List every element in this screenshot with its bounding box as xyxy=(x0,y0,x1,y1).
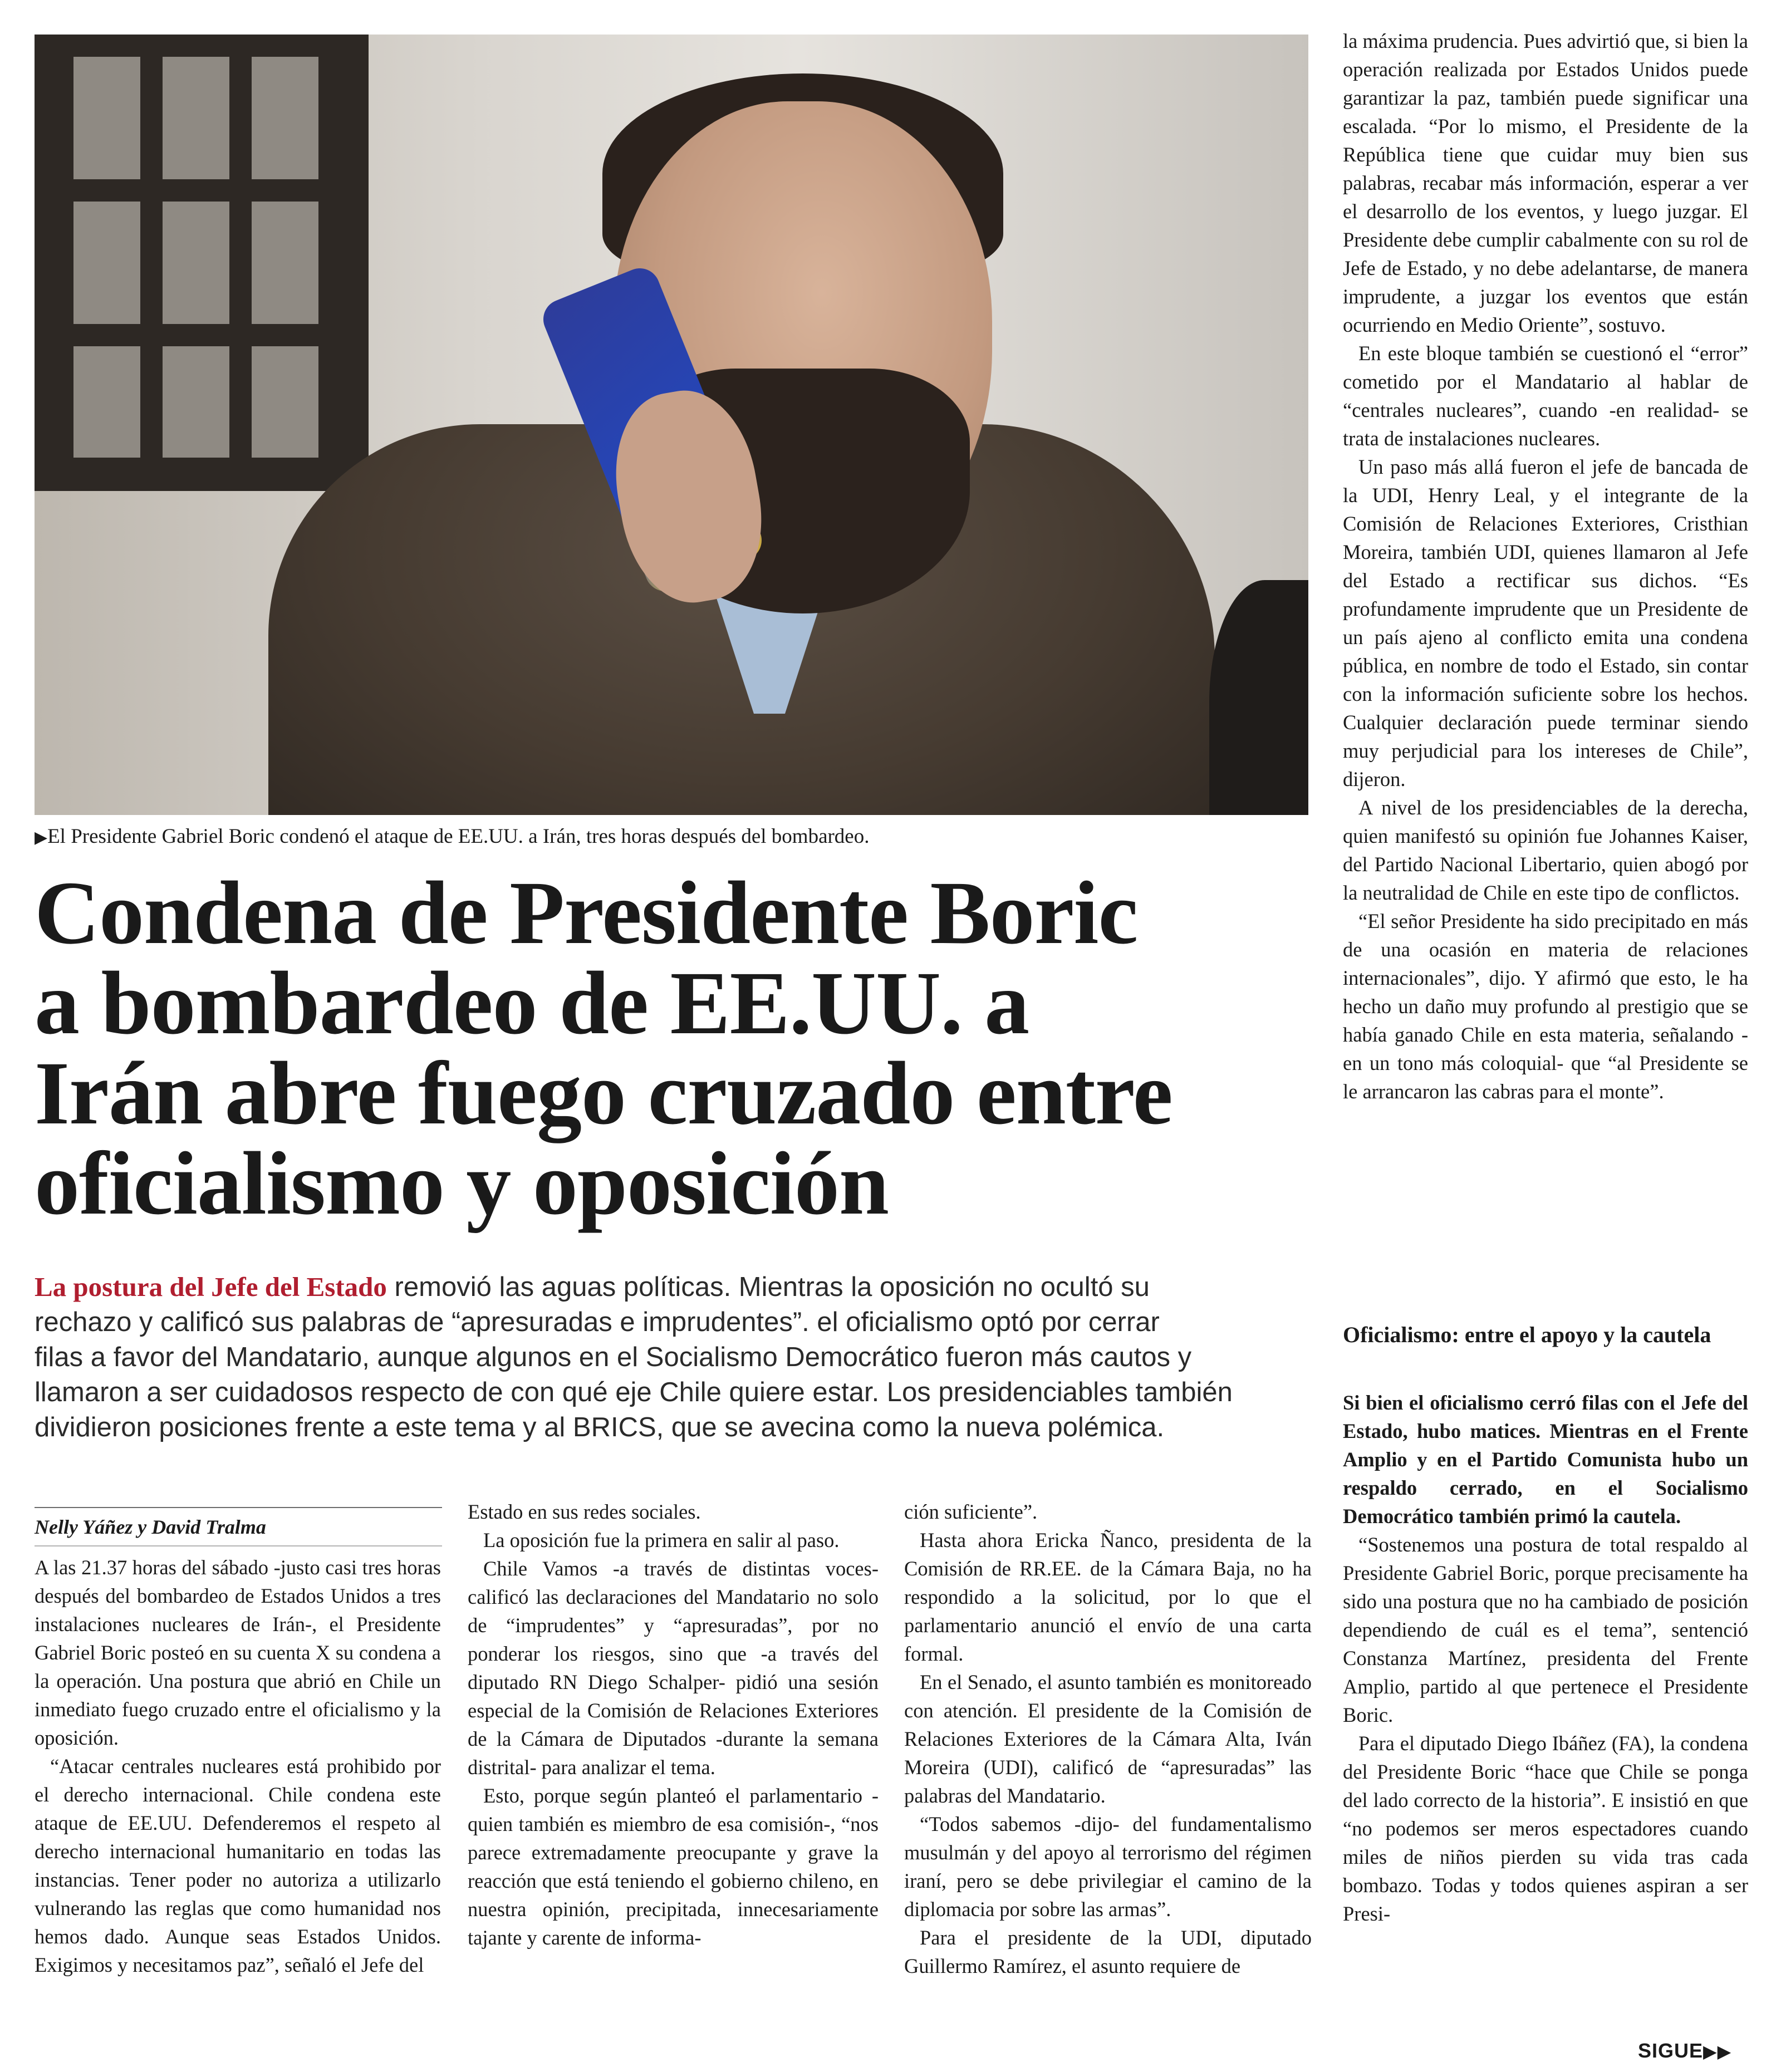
body-paragraph: Hasta ahora Ericka Ñanco, presidenta de la Comisión de RR.EE. de la Cámara Baja, no ha respondido a la solicitud, por lo que el parlamentario anunció el envío de una carta formal. xyxy=(904,1529,1312,1665)
body-paragraph: ción suficiente”. xyxy=(904,1500,1038,1523)
body-paragraph: “El señor Presidente ha sido precipitado en más de una ocasión en materia de relaciones internacionales”, dijo. Y afirmó que esto, le ha hecho un daño muy profundo al prestigio que se había ganado Chile en esta materia, señalando -en un tono más coloquial- que “al Presidente se le arrancaron las cabras para el monte”. xyxy=(1343,910,1748,1103)
body-paragraph: “Sostenemos una postura de total respaldo al Presidente Gabriel Boric, porque precisamente ha sido una postura que no ha cambiado de posición dependiendo de cuál es el tema”, sentenció Constanza Martínez, presidenta del Frente Amplio, partido al que pertenece el Presidente Boric. xyxy=(1343,1533,1748,1726)
dek-line: llamaron a ser cuidadosos respecto de con qué eje Chile quiere estar. Los presidenciables también xyxy=(35,1377,1233,1407)
headline xyxy=(35,863,1309,1234)
body-column-1 xyxy=(35,1553,441,1979)
caption-marker: ▶ xyxy=(35,828,48,847)
body-paragraph: A nivel de los presidenciables de la derecha, quien manifestó su opinión fue Johannes Kaiser, del Partido Nacional Libertario, quien abogó por la neutralidad de Chile en este tipo de conflictos. xyxy=(1343,796,1748,904)
article-dek xyxy=(35,1269,1309,1445)
body-paragraph: Chile Vamos -a través de distintas voces- calificó las declaraciones del Mandatario no solo de “imprudentes” y “apresuradas”, por no ponderar los riesgos, sino que -a través del diputado RN Diego Schalper- pidió una sesión especial de la Comisión de Relaciones Exteriores de la Cámara de Diputados -durante la semana distrital- para analizar el tema. xyxy=(468,1557,879,1779)
body-column-2 xyxy=(468,1497,879,1952)
body-paragraph: Para el diputado Diego Ibáñez (FA), la condena del Presidente Boric “hace que Chile se ponga del lado correcto de la historia”. E insistió en que “no podemos ser meros espectadores cuando miles de niños pierden su vida tras cada bombazo. Todas y todos quienes aspiran a ser Presi- xyxy=(1343,1732,1748,1925)
background-window xyxy=(35,35,369,491)
photo-caption xyxy=(35,823,1309,852)
body-column-5 xyxy=(1343,1388,1748,1928)
body-paragraph: Esto, porque según planteó el parlamentario -quien también es miembro de esa comisión-, “nos parece extremadamente preocupante y grave la reacción que está teniendo el gobierno chileno, en nuestra opinión, precipitada, innecesariamente tajante y carente de informa- xyxy=(468,1784,879,1949)
body-paragraph: La oposición fue la primera en salir al paso. xyxy=(483,1529,840,1551)
double-arrow-icon: ▶▶ xyxy=(1703,2041,1732,2062)
headline-line: Irán abre fuego cruzado entre xyxy=(35,1044,1172,1143)
section-lead: Si bien el oficialismo cerró filas con el Jefe del Estado, hubo matices. Mientras en el Frente Amplio y en el Partido Comunista hubo un respaldo cerrado, en el Socialismo Democrático también primó la cautela. xyxy=(1343,1391,1748,1528)
section-subhead: Oficialismo: entre el apoyo y la cautela xyxy=(1343,1322,1711,1347)
dek-line: filas a favor del Mandatario, aunque algunos en el Socialismo Democrático fueron más cautos y xyxy=(35,1342,1192,1372)
body-paragraph: “Atacar centrales nucleares está prohibido por el derecho internacional. Chile condena este ataque de EE.UU. Defenderemos el respeto al derecho internacional humanitario en todas las instancias. Tener poder no autoriza a utilizarlo vulnerando las reglas que como humanidad nos hemos dado. Aunque seas Estados Unidos. Exigimos y necesitamos paz”, señaló el Jefe del xyxy=(35,1755,441,1976)
dek-line: rechazo y calificó sus palabras de “apresuradas e imprudentes”. el oficialismo optó por cerrar xyxy=(35,1307,1160,1337)
body-column-3 xyxy=(904,1497,1312,1980)
dek-line: dividieron posiciones frente a este tema y al BRICS, que se avecina como la nueva polémica. xyxy=(35,1412,1165,1442)
sigue-label: SIGUE xyxy=(1638,2039,1704,2062)
body-paragraph: la máxima prudencia. Pues advirtió que, si bien la operación realizada por Estados Unidos puede garantizar la paz, también puede significar una escalada. “Por lo mismo, el Presidente de la República tiene que cuidar muy bien sus palabras, recabar más información, esperar a ver el desarrollo de los eventos, y luego juzgar. El Presidente debe cumplir cabalmente con su rol de Jefe de Estado, y no debe adelantarse, de manera imprudente, a juzgar los eventos que están ocurriendo en Medio Oriente”, sostuvo. xyxy=(1343,30,1748,336)
body-paragraph: “Todos sabemos -dijo- del fundamentalismo musulmán y del apoyo al terrorismo del régimen iraní, pero se debe privilegiar el camino de la diplomacia por sobre las armas”. xyxy=(904,1813,1312,1921)
dek-line: removió las aguas políticas. Mientras la oposición no ocultó su xyxy=(386,1272,1150,1302)
body-paragraph: Estado en sus redes sociales. xyxy=(468,1500,701,1523)
headline-line: a bombardeo de EE.UU. a xyxy=(35,954,1029,1053)
body-paragraph: Para el presidente de la UDI, diputado Guillermo Ramírez, el asunto requiere de xyxy=(904,1926,1312,1977)
caption-text: El Presidente Gabriel Boric condenó el ataque de EE.UU. a Irán, tres horas después del bombardeo. xyxy=(47,825,870,848)
byline: Nelly Yáñez y David Tralma xyxy=(35,1516,266,1538)
body-column-4 xyxy=(1343,27,1748,1106)
headline-line: oficialismo y oposición xyxy=(35,1134,889,1234)
byline-rule xyxy=(35,1507,442,1508)
article-photo xyxy=(35,35,1308,815)
body-paragraph: Un paso más allá fueron el jefe de bancada de la UDI, Henry Leal, y el integrante de la Comisión de Relaciones Exteriores, Cristhian Moreira, también UDI, quienes llamaron al Jefe del Estado a rectificar sus dichos. “Es profundamente imprudente que un Presidente de un país ajeno al conflicto emita una condena pública, en nombre de todo el Estado, sin contar con la información suficiente sobre los hechos. Cualquier declaración puede terminar siendo muy perjudicial para los intereses de Chile”, dijeron. xyxy=(1343,455,1748,790)
body-paragraph: A las 21.37 horas del sábado -justo casi tres horas después del bombardeo de Estados Unidos a tres instalaciones nucleares de Irán-, el Presidente Gabriel Boric posteó en su cuenta X su condena a la operación. Una postura que abrió en Chile un inmediato fuego cruzado entre el oficialismo y la oposición. xyxy=(35,1556,441,1749)
background-figure xyxy=(1209,580,1308,815)
body-paragraph: En el Senado, el asunto también es monitoreado con atención. El presidente de la Comisión de Relaciones Exteriores de la Cámara Alta, Iván Moreira (UDI), calificó de “apresuradas” las palabras del Mandatario. xyxy=(904,1671,1312,1807)
continues-marker xyxy=(1638,2039,1749,2063)
body-paragraph: En este bloque también se cuestionó el “error” cometido por el Mandatario al hablar de “centrales nucleares”, cuando -en realidad- se trata de instalaciones nucleares. xyxy=(1343,342,1748,450)
dek-lead: La postura del Jefe del Estado xyxy=(35,1271,387,1302)
headline-line: Condena de Presidente Boric xyxy=(35,863,1138,963)
byline-rule xyxy=(35,1545,442,1546)
